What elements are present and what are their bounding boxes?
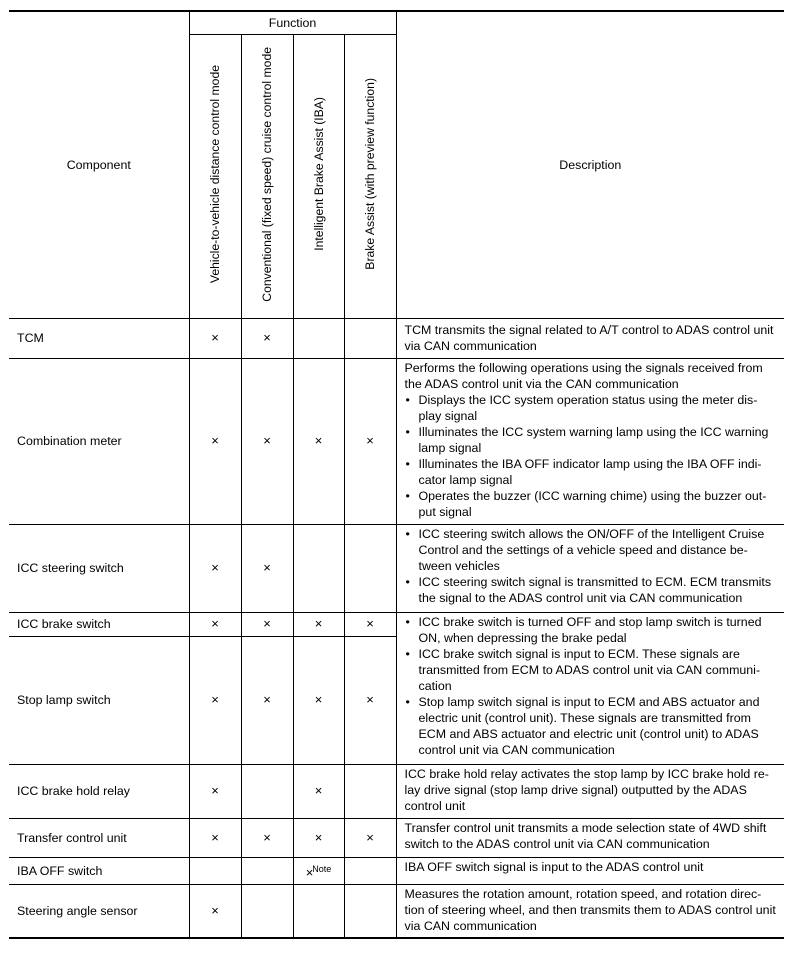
description-cell	[396, 612, 784, 764]
function-mark: ×	[241, 358, 293, 524]
note-label: Note	[312, 863, 332, 874]
function-mark: ×	[241, 524, 293, 612]
function-mark: ×	[189, 636, 241, 764]
function-mark: ×	[293, 358, 344, 524]
description-cell: IBA OFF switch signal is input to the ADAS control unit	[396, 857, 784, 884]
description-bullets	[405, 614, 779, 758]
function-mark	[344, 524, 396, 612]
function-mark: ×	[344, 818, 396, 857]
table-row	[9, 764, 784, 818]
component-name: IBA OFF switch	[9, 857, 189, 884]
function-mark: ×	[189, 764, 241, 818]
table-row	[9, 612, 784, 636]
function-header: Function	[189, 11, 396, 34]
function-mark: ×	[189, 884, 241, 938]
component-name: TCM	[9, 318, 189, 358]
function-col-header: Vehicle-to-vehicle distance control mode	[189, 34, 241, 318]
function-col-header: Brake Assist (with preview function)	[344, 34, 396, 318]
list-item: • ICC steering switch signal is transmitted to ECM. ECM transmits the signal to the ADAS control unit via CAN communication	[405, 574, 779, 606]
component-name: ICC steering switch	[9, 524, 189, 612]
function-mark: ×	[293, 636, 344, 764]
function-mark: ×	[189, 318, 241, 358]
function-mark: ×	[344, 636, 396, 764]
function-mark	[189, 857, 241, 884]
function-mark-note: ×$^{Note}$	[293, 857, 344, 884]
description-intro: Performs the following operations using the signals received from the ADAS control unit via the CAN communication	[404, 360, 763, 391]
function-mark	[241, 857, 293, 884]
description-cell: TCM transmits the signal related to A/T control to ADAS control unit via CAN communication	[396, 318, 784, 358]
table-row	[9, 318, 784, 358]
component-name: ICC brake hold relay	[9, 764, 189, 818]
function-mark	[241, 884, 293, 938]
description-bullets	[405, 526, 779, 606]
list-item: • ICC steering switch allows the ON/OFF of the Intelligent Cruise Control and the settings of a vehicle speed and distance be-tween vehicles	[405, 526, 779, 574]
component-function-table	[9, 10, 784, 939]
function-mark: ×	[293, 612, 344, 636]
function-mark: ×	[189, 358, 241, 524]
function-mark	[344, 884, 396, 938]
component-header: Component	[9, 11, 189, 318]
component-name: ICC brake switch	[9, 612, 189, 636]
function-mark: ×	[241, 636, 293, 764]
list-item: • ICC brake switch is turned OFF and stop lamp switch is turned ON, when depressing the brake pedal	[405, 614, 779, 646]
function-mark: ×	[241, 318, 293, 358]
description-bullets	[405, 392, 779, 520]
function-mark: ×	[344, 612, 396, 636]
function-mark	[344, 318, 396, 358]
function-mark: ×	[241, 612, 293, 636]
component-name: Steering angle sensor	[9, 884, 189, 938]
function-mark: ×	[344, 358, 396, 524]
description-cell: Transfer control unit transmits a mode selection state of 4WD shift switch to the ADAS control unit via CAN communication	[396, 818, 784, 857]
description-cell: ICC brake hold relay activates the stop lamp by ICC brake hold re-lay drive signal (stop lamp drive signal) outputted by the ADAS control unit	[396, 764, 784, 818]
list-item: • Stop lamp switch signal is input to ECM and ABS actuator and electric unit (control unit). These signals are transmitted from ECM and ABS actuator and electric unit (control unit) to ADAS control unit via CAN communication	[405, 694, 779, 758]
description-header: Description	[396, 11, 784, 318]
function-mark: ×	[293, 764, 344, 818]
component-name: Transfer control unit	[9, 818, 189, 857]
function-col-header: Intelligent Brake Assist (IBA)	[293, 34, 344, 318]
description-cell	[396, 358, 784, 524]
function-mark: ×	[241, 818, 293, 857]
function-mark	[293, 884, 344, 938]
function-mark: ×	[189, 612, 241, 636]
function-mark	[241, 764, 293, 818]
function-mark: ×	[189, 818, 241, 857]
table-row	[9, 358, 784, 524]
list-item: • ICC brake switch signal is input to ECM. These signals are transmitted from ECM to ADAS control unit via CAN communi-cation	[405, 646, 779, 694]
list-item: • Illuminates the ICC system warning lamp using the ICC warning lamp signal	[405, 424, 779, 456]
list-item: • Displays the ICC system operation status using the meter dis-play signal	[405, 392, 779, 424]
component-name: Stop lamp switch	[9, 636, 189, 764]
function-mark	[293, 318, 344, 358]
table-row	[9, 524, 784, 612]
function-mark	[344, 857, 396, 884]
component-name: Combination meter	[9, 358, 189, 524]
function-col-header: Conventional (fixed speed) cruise control mode	[241, 34, 293, 318]
function-mark	[293, 524, 344, 612]
list-item: • Operates the buzzer (ICC warning chime) using the buzzer out-put signal	[405, 488, 779, 520]
description-cell	[396, 524, 784, 612]
table-row	[9, 857, 784, 884]
function-mark: ×	[189, 524, 241, 612]
list-item: • Illuminates the IBA OFF indicator lamp using the IBA OFF indi-cator lamp signal	[405, 456, 779, 488]
function-mark: ×	[293, 818, 344, 857]
description-cell: Measures the rotation amount, rotation speed, and rotation direc-tion of steering wheel, and then transmits them to ADAS control unit via CAN communication	[396, 884, 784, 938]
table-row	[9, 884, 784, 938]
table-row	[9, 818, 784, 857]
function-mark	[344, 764, 396, 818]
